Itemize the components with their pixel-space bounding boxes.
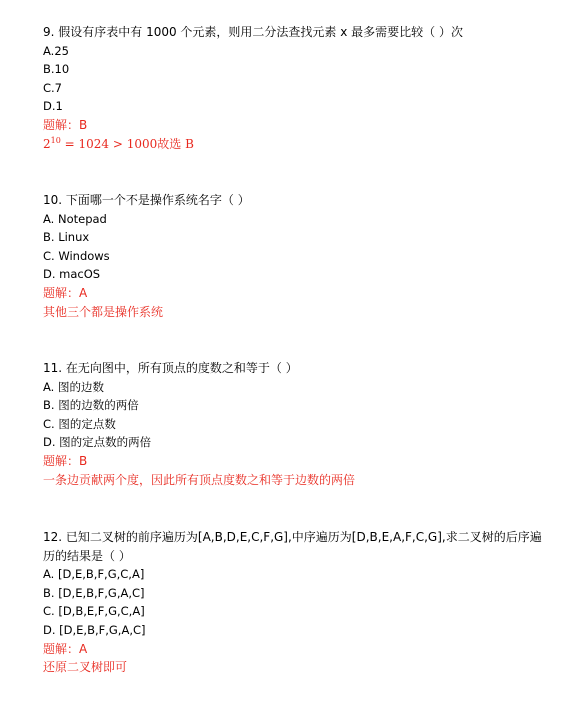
- explanation: 其他三个都是操作系统: [43, 304, 164, 319]
- question-stem: 12. 已知二叉树的前序遍历为[A,B,D,E,C,F,G],中序遍历为[D,B,E,A,F,C,G],求二叉树的后序遍历的结果是（ ）: [43, 530, 542, 563]
- option-d: D. macOS: [43, 267, 101, 282]
- option-c: C. 图的定点数: [43, 416, 116, 431]
- question-10: [43, 191, 553, 321]
- option-b: B.10: [43, 62, 70, 77]
- question-stem: 10. 下面哪一个不是操作系统名字（ ）: [43, 193, 250, 207]
- option-d: D.1: [43, 99, 63, 114]
- option-b: B. [D,E,B,F,G,A,C]: [43, 585, 145, 600]
- option-a: A.25: [43, 43, 69, 58]
- option-b: B. Linux: [43, 230, 90, 245]
- option-b: B. 图的边数的两倍: [43, 398, 139, 413]
- question-9: [43, 23, 553, 153]
- explanation: [43, 135, 553, 154]
- option-d: D. 图的定点数的两倍: [43, 435, 152, 450]
- option-c: C. [D,B,E,F,G,C,A]: [43, 604, 145, 619]
- explanation-rest: = 1024 > 1000故选 B: [60, 136, 194, 151]
- answer-label: 题解：B: [43, 117, 88, 132]
- question-12: [43, 528, 553, 677]
- question-stem: 9. 假设有序表中有 1000 个元素，则用二分法查找元素 x 最多需要比较（ ）次: [43, 25, 463, 39]
- option-c: C. Windows: [43, 248, 110, 263]
- option-d: D. [D,E,B,F,G,A,C]: [43, 622, 146, 637]
- option-c: C.7: [43, 80, 63, 95]
- answer-label: 题解：A: [43, 641, 88, 656]
- option-a: A. 图的边数: [43, 379, 104, 394]
- option-a: A. Notepad: [43, 211, 107, 226]
- question-11: [43, 359, 553, 489]
- answer-label: 题解：A: [43, 285, 88, 300]
- question-stem: 11. 在无向图中，所有顶点的度数之和等于（ ）: [43, 361, 298, 375]
- answer-label: 题解：B: [43, 453, 88, 468]
- explanation: 还原二叉树即可: [43, 660, 128, 675]
- power-base: 2: [43, 136, 51, 151]
- power-exponent: 10: [50, 135, 61, 145]
- explanation: 一条边贡献两个度，因此所有顶点度数之和等于边数的两倍: [43, 472, 356, 487]
- option-a: A. [D,E,B,F,G,C,A]: [43, 567, 145, 582]
